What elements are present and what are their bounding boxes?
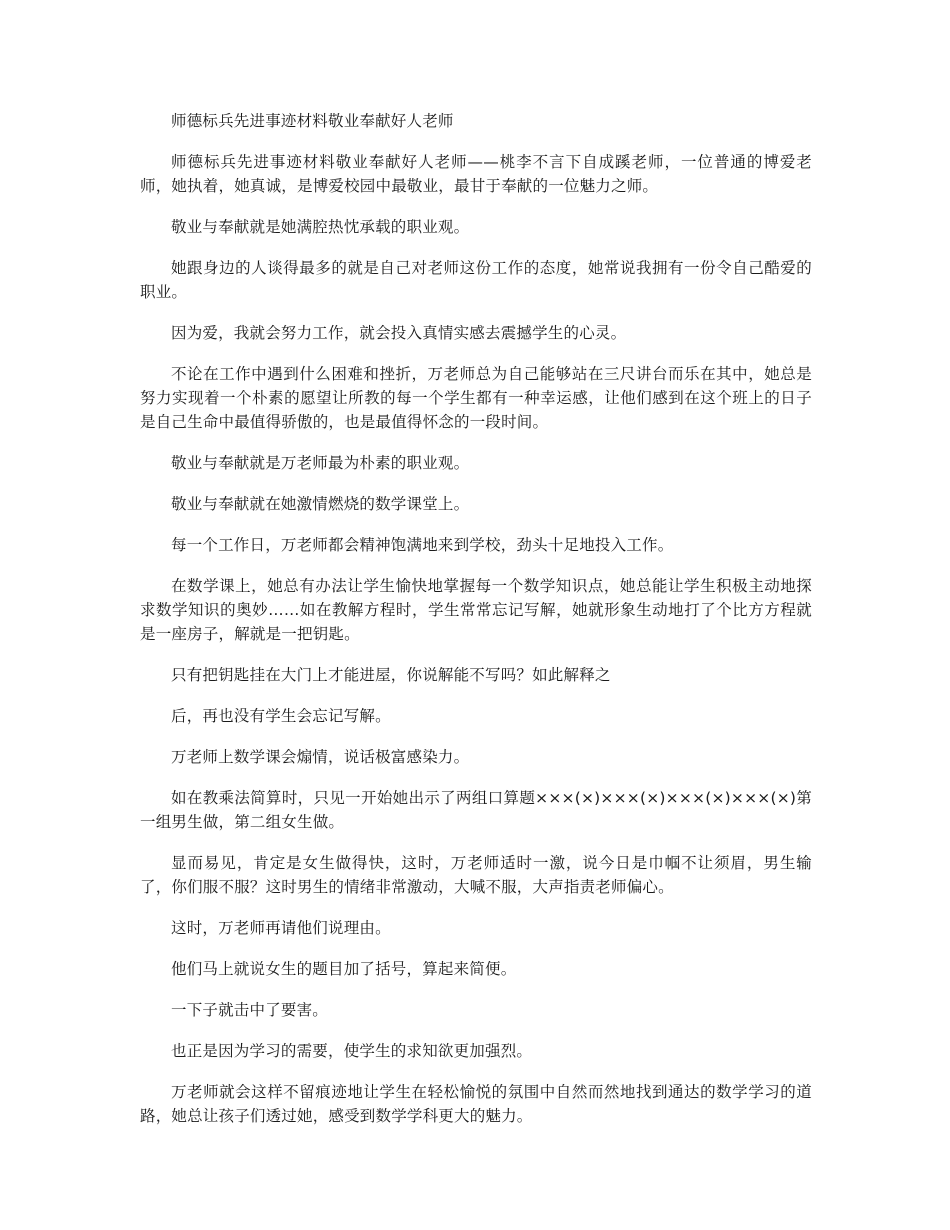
paragraph: 因为爱，我就会努力工作，就会投入真情实感去震撼学生的心灵。 [171,324,627,342]
paragraph: 一下子就击中了要害。 [171,1001,329,1019]
paragraph: 这时，万老师再请他们说理由。 [171,919,391,937]
paragraph: 师德标兵先进事迹材料敬业奉献好人老师——桃李不言下自成蹊老师，一位普通的博爱老师，她执着，她真诚，是博爱校园中最敬业，最甘于奉献的一位魅力之师。 [140,153,812,195]
paragraph: 敬业与奉献就是万老师最为朴素的职业观。 [171,454,470,472]
paragraph: 后，再也没有学生会忘记写解。 [171,707,391,725]
paragraph: 他们马上就说女生的题目加了括号，算起来简便。 [171,960,517,978]
paragraph: 如在教乘法简算时，只见一开始她出示了两组口算题×××(×)×××(×)×××(×)×××(×)第一组男生做，第二组女生做。 [140,789,812,831]
document-body [140,109,812,1145]
paragraph: 每一个工作日，万老师都会精神饱满地来到学校，劲头十足地投入工作。 [171,536,674,554]
paragraph: 不论在工作中遇到什么困难和挫折，万老师总为自己能够站在三尺讲台而乐在其中，她总是努力实现着一个朴素的愿望让所教的每一个学生都有一种幸运感，让他们感到在这个班上的日子是自己生命中最值得骄傲的，也是最值得怀念的一段时间。 [140,365,812,431]
document-title: 师德标兵先进事迹材料敬业奉献好人老师 [171,112,454,130]
paragraph: 她跟身边的人谈得最多的就是自己对老师这份工作的态度，她常说我拥有一份令自己酷爱的职业。 [140,259,812,301]
paragraph: 敬业与奉献就是她满腔热忱承载的职业观。 [171,218,470,236]
paragraph: 敬业与奉献就在她激情燃烧的数学课堂上。 [171,495,470,513]
paragraph: 只有把钥匙挂在大门上才能进屋，你说解能不写吗？如此解释之 [171,666,611,684]
paragraph: 显而易见，肯定是女生做得快，这时，万老师适时一激，说今日是巾帼不让须眉，男生输了，你们服不服？这时男生的情绪非常激动，大喊不服，大声指责老师偏心。 [140,854,812,896]
paragraph: 万老师上数学课会煽情，说话极富感染力。 [171,748,470,766]
paragraph: 也正是因为学习的需要，使学生的求知欲更加强烈。 [171,1042,533,1060]
paragraph: 万老师就会这样不留痕迹地让学生在轻松愉悦的氛围中自然而然地找到通达的数学学习的道路，她总让孩子们透过她，感受到数学学科更大的魅力。 [140,1083,812,1125]
paragraph: 在数学课上，她总有办法让学生愉快地掌握每一个数学知识点，她总能让学生积极主动地探求数学知识的奥妙……如在教解方程时，学生常常忘记写解，她就形象生动地打了个比方方程就是一座房子，解就是一把钥匙。 [140,577,812,643]
